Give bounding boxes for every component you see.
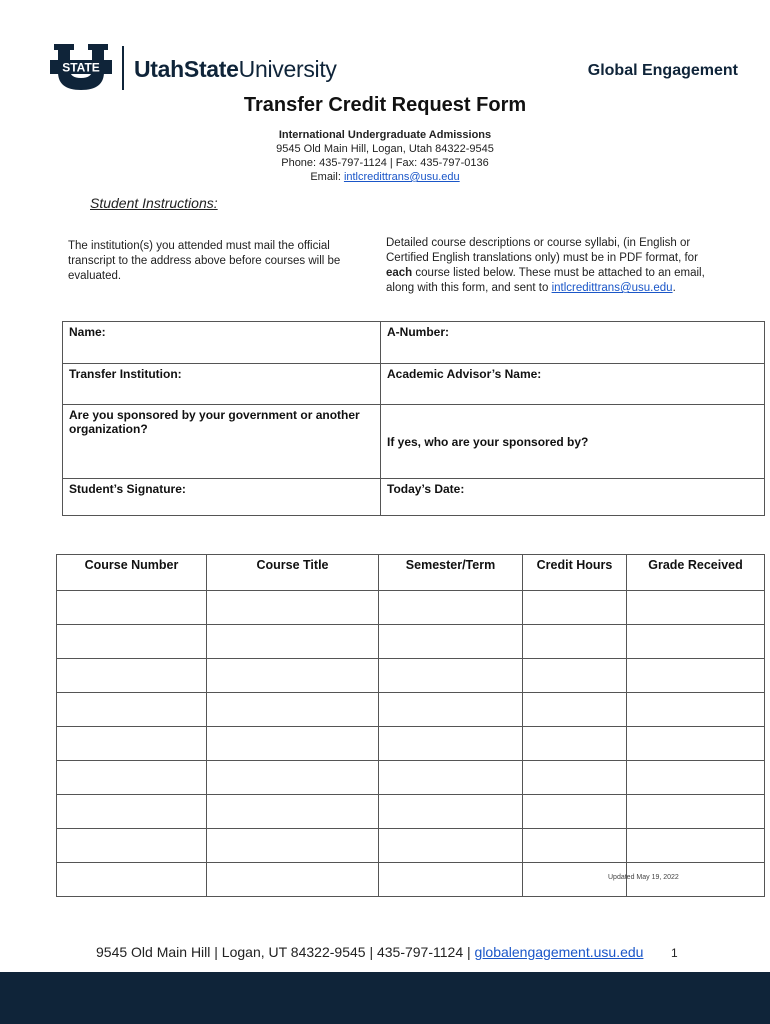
course-cell[interactable] [379, 591, 523, 625]
footer-bar [0, 972, 770, 1024]
course-cell[interactable] [523, 693, 627, 727]
instructions-right: Detailed course descriptions or course syllabi, (in English or Certified English translations only) must be in PDF format, for each course listed below. These must be attached to an email, along with this form, and sent to intlcredittrans@usu.edu. [386, 237, 705, 294]
course-cell[interactable] [57, 863, 207, 897]
course-cell[interactable] [57, 727, 207, 761]
phone-fax: Phone: 435-797-1124 | Fax: 435-797-0136 [281, 157, 489, 169]
course-cell[interactable] [379, 625, 523, 659]
logo-mark-text: STATE [62, 60, 100, 75]
advisor-field[interactable]: Academic Advisor’s Name: [381, 364, 765, 405]
course-cell[interactable] [207, 761, 379, 795]
course-cell[interactable] [57, 693, 207, 727]
course-cell[interactable] [627, 829, 765, 863]
table-row [57, 659, 765, 693]
logo-wordmark: UtahStateUniversity [134, 56, 337, 82]
sponsored-field[interactable]: Are you sponsored by your government or another organization? [63, 405, 381, 479]
course-cell[interactable] [379, 795, 523, 829]
course-rows [57, 591, 765, 897]
course-cell[interactable] [523, 727, 627, 761]
footer-website-link[interactable]: globalengagement.usu.edu [474, 944, 644, 960]
course-cell[interactable] [207, 591, 379, 625]
course-cell[interactable] [379, 727, 523, 761]
sponsored-by-field[interactable]: If yes, who are your sponsored by? [381, 405, 765, 479]
instructions-email-link[interactable]: intlcredittrans@usu.edu [551, 282, 673, 294]
course-cell[interactable] [523, 591, 627, 625]
course-cell[interactable] [207, 829, 379, 863]
a-number-field[interactable]: A-Number: [381, 322, 765, 364]
department-name: International Undergraduate Admissions [278, 129, 492, 141]
email-link[interactable]: intlcredittrans@usu.edu [343, 171, 460, 183]
date-field[interactable]: Today’s Date: [381, 479, 765, 516]
col-course-title: Course Title [207, 555, 379, 591]
col-course-number: Course Number [57, 555, 207, 591]
course-cell[interactable] [207, 795, 379, 829]
header-department: Global Engagement [587, 62, 738, 79]
course-cell[interactable] [627, 795, 765, 829]
table-row [57, 693, 765, 727]
course-table [56, 554, 765, 897]
transfer-institution-field[interactable]: Transfer Institution: [63, 364, 381, 405]
student-info-table [62, 321, 765, 516]
footer-contact: 9545 Old Main Hill | Logan, UT 84322-9545 | 435-797-1124 | globalengagement.usu.edu [96, 944, 644, 960]
course-cell[interactable] [207, 727, 379, 761]
course-cell[interactable] [379, 659, 523, 693]
course-cell[interactable] [523, 795, 627, 829]
col-semester-term: Semester/Term [379, 555, 523, 591]
email-line: Email: intlcredittrans@usu.edu [310, 171, 460, 183]
course-cell[interactable] [627, 761, 765, 795]
course-cell[interactable] [627, 727, 765, 761]
course-cell[interactable] [523, 829, 627, 863]
table-row [57, 625, 765, 659]
course-cell[interactable] [207, 863, 379, 897]
course-cell[interactable] [207, 625, 379, 659]
course-cell[interactable] [523, 625, 627, 659]
name-field[interactable]: Name: [63, 322, 381, 364]
instructions-heading: Student Instructions: [90, 195, 218, 211]
course-cell[interactable] [57, 761, 207, 795]
course-cell[interactable] [379, 829, 523, 863]
table-row [57, 591, 765, 625]
logo-divider [122, 46, 124, 90]
table-row [57, 727, 765, 761]
course-cell[interactable] [627, 591, 765, 625]
table-row [57, 761, 765, 795]
course-cell[interactable] [627, 693, 765, 727]
instructions-left: The institution(s) you attended must mail the official transcript to the address above before courses will be evaluated. [68, 240, 341, 282]
course-cell[interactable] [379, 761, 523, 795]
page-title: Transfer Credit Request Form [243, 94, 527, 116]
course-cell[interactable] [57, 591, 207, 625]
col-credit-hours: Credit Hours [523, 555, 627, 591]
course-cell[interactable] [627, 625, 765, 659]
course-cell[interactable] [207, 693, 379, 727]
col-grade-received: Grade Received [627, 555, 765, 591]
course-cell[interactable] [379, 863, 523, 897]
course-cell[interactable] [57, 795, 207, 829]
course-cell[interactable] [379, 693, 523, 727]
course-cell[interactable] [627, 659, 765, 693]
course-cell[interactable] [57, 659, 207, 693]
signature-field[interactable]: Student’s Signature: [63, 479, 381, 516]
course-cell[interactable] [207, 659, 379, 693]
course-cell[interactable] [523, 761, 627, 795]
table-row [57, 829, 765, 863]
usu-u-mark-icon [50, 44, 112, 92]
course-cell[interactable] [57, 829, 207, 863]
usu-logo [50, 44, 350, 94]
course-cell[interactable] [57, 625, 207, 659]
page-number: 1 [671, 946, 678, 960]
course-cell[interactable] [523, 659, 627, 693]
address: 9545 Old Main Hill, Logan, Utah 84322-9545 [276, 143, 494, 155]
table-row [57, 795, 765, 829]
updated-date: Updated May 19, 2022 [608, 874, 679, 881]
